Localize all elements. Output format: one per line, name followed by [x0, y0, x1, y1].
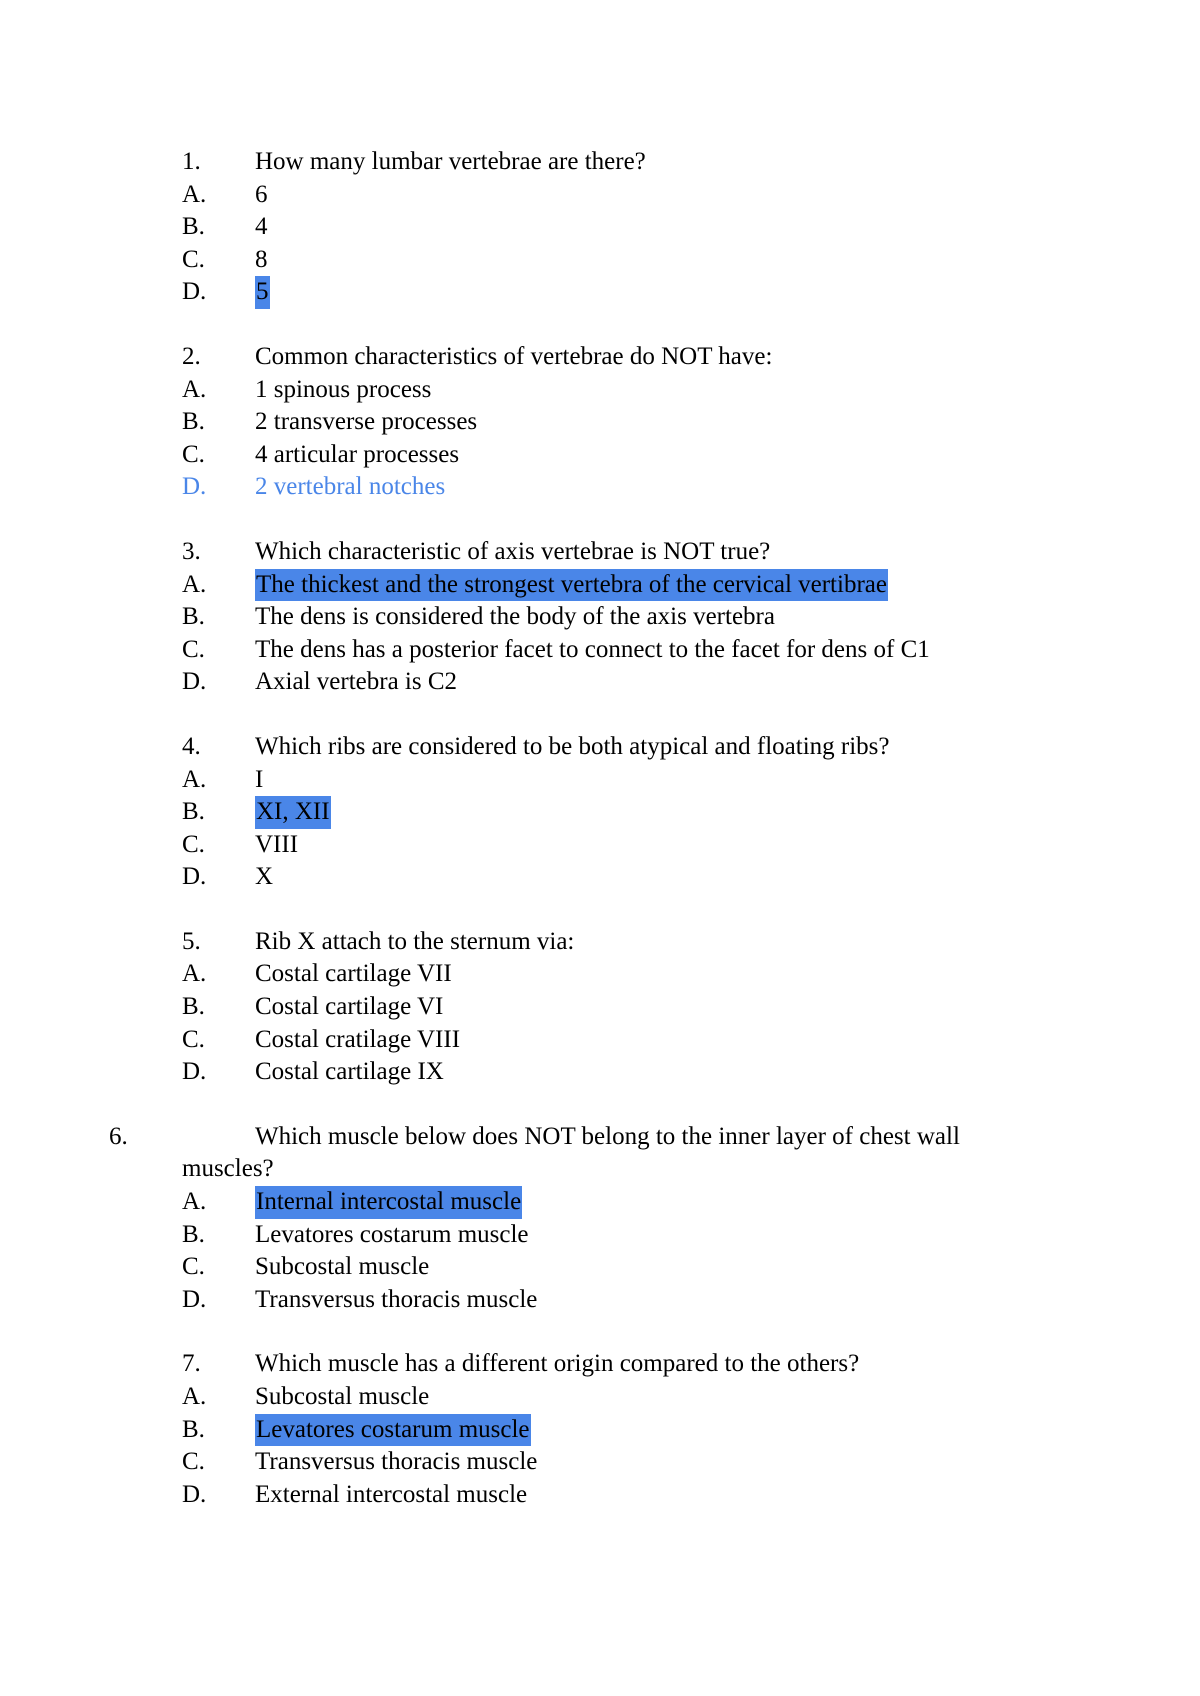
- option-letter: B.: [182, 603, 205, 631]
- question-4: [182, 731, 1032, 894]
- option-letter: D.: [182, 473, 207, 501]
- option-letter: C.: [182, 830, 205, 858]
- option-c: [182, 1446, 1032, 1479]
- option-text: Subcostal muscle: [255, 1253, 430, 1281]
- option-letter: B.: [182, 1220, 205, 1248]
- option-b: [182, 601, 1032, 634]
- question-text: Which ribs are considered to be both atypical and floating ribs?: [255, 732, 890, 760]
- option-b: [182, 1219, 1032, 1252]
- option-c: [182, 1024, 1032, 1057]
- option-text: 4: [255, 213, 268, 241]
- option-letter: A.: [182, 765, 207, 793]
- option-b: [182, 1414, 1032, 1447]
- option-text: 6: [255, 180, 268, 208]
- option-letter: B.: [182, 1415, 205, 1443]
- option-d: [182, 666, 1032, 699]
- option-text: Transversus thoracis muscle: [255, 1285, 538, 1313]
- marked-answer: 2 vertebral notches: [255, 473, 446, 501]
- question-7: [182, 1348, 1032, 1511]
- option-d: [182, 1479, 1032, 1512]
- option-letter: D.: [182, 1058, 207, 1086]
- option-a: [182, 569, 1032, 602]
- option-letter: C.: [182, 245, 205, 273]
- option-d: [182, 1284, 1032, 1317]
- option-letter: D.: [182, 863, 207, 891]
- highlighted-answer: 5: [255, 276, 270, 309]
- document-page: [109, 146, 1032, 1543]
- option-text: Costal cartilage VII: [255, 960, 452, 988]
- option-b: [182, 211, 1032, 244]
- option-letter: A.: [182, 960, 207, 988]
- option-letter: A.: [182, 1383, 207, 1410]
- option-text: Subcostal muscle: [255, 1383, 430, 1410]
- option-letter: D.: [182, 668, 207, 696]
- option-a: [182, 764, 1032, 797]
- option-letter: D.: [182, 1480, 207, 1508]
- option-letter: C.: [182, 1253, 205, 1281]
- question-number: 7.: [182, 1350, 201, 1378]
- option-b: [182, 796, 1032, 829]
- option-text: 1 spinous process: [255, 375, 432, 403]
- option-text: Costal cartilage IX: [255, 1058, 444, 1086]
- option-c: [182, 634, 1032, 667]
- option-d: [182, 1056, 1032, 1089]
- option-letter: A.: [182, 570, 207, 598]
- option-text: Costal cratilage VIII: [255, 1025, 461, 1053]
- option-c: [182, 829, 1032, 862]
- option-a: [182, 374, 1032, 407]
- option-letter: B.: [182, 798, 205, 826]
- option-d: [182, 471, 1032, 504]
- highlighted-answer: XI, XII: [255, 796, 331, 829]
- question-text: Which muscle below does NOT belong to the inner layer of chest wall muscles?: [182, 1122, 960, 1183]
- option-letter: A.: [182, 1188, 207, 1216]
- option-c: [182, 1251, 1032, 1284]
- question-text: How many lumbar vertebrae are there?: [255, 148, 646, 175]
- option-a: [182, 1186, 1032, 1219]
- option-text: Levatores costarum muscle: [255, 1220, 529, 1248]
- option-text: The dens has a posterior facet to connect to the facet for dens of C1: [255, 635, 930, 663]
- option-text: 4 articular processes: [255, 440, 460, 468]
- option-letter: C.: [182, 635, 205, 663]
- question-number: 5.: [182, 927, 201, 955]
- option-b: [182, 991, 1032, 1024]
- question-line: [182, 536, 1032, 569]
- question-number: 2.: [182, 342, 201, 370]
- option-letter: A.: [182, 180, 207, 208]
- question-1: [182, 146, 1032, 309]
- option-letter: B.: [182, 993, 205, 1021]
- option-letter: B.: [182, 408, 205, 436]
- option-a: [182, 958, 1032, 991]
- option-text: Transversus thoracis muscle: [255, 1448, 538, 1476]
- highlighted-answer: Levatores costarum muscle: [255, 1414, 531, 1447]
- question-3: [182, 536, 1032, 699]
- option-text: The dens is considered the body of the axis vertebra: [255, 603, 775, 631]
- option-text: X: [255, 863, 274, 891]
- option-d: [182, 276, 1032, 309]
- question-5: [182, 926, 1032, 1089]
- question-2: [182, 341, 1032, 504]
- option-b: [182, 406, 1032, 439]
- question-number: 6.: [109, 1122, 128, 1150]
- option-letter: A.: [182, 375, 207, 403]
- option-letter: D.: [182, 278, 207, 306]
- question-number: 3.: [182, 537, 201, 565]
- option-letter: D.: [182, 1285, 207, 1313]
- question-number: 4.: [182, 732, 201, 760]
- question-line: [182, 341, 1032, 374]
- question-text: Common characteristics of vertebrae do NOT have:: [255, 342, 773, 370]
- question-number: 1.: [182, 148, 201, 175]
- question-text: Which characteristic of axis vertebrae is NOT true?: [255, 537, 771, 565]
- option-text: I: [255, 765, 264, 793]
- question-text: Which muscle has a different origin compared to the others?: [255, 1350, 860, 1378]
- question-line: [182, 731, 1032, 764]
- option-c: [182, 244, 1032, 277]
- option-letter: C.: [182, 440, 205, 468]
- option-letter: B.: [182, 213, 205, 241]
- option-text: 2 transverse processes: [255, 408, 478, 436]
- option-letter: C.: [182, 1025, 205, 1053]
- question-line: [182, 926, 1032, 959]
- option-text: Costal cartilage VI: [255, 993, 444, 1021]
- question-line: [182, 146, 1032, 179]
- option-c: [182, 439, 1032, 472]
- highlighted-answer: Internal intercostal muscle: [255, 1186, 522, 1219]
- option-a: [182, 1381, 1032, 1414]
- option-d: [182, 861, 1032, 894]
- question-6: [109, 1121, 1032, 1317]
- option-text: External intercostal muscle: [255, 1480, 528, 1508]
- option-text: VIII: [255, 830, 299, 858]
- question-text: Rib X attach to the sternum via:: [255, 927, 575, 955]
- highlighted-answer: The thickest and the strongest vertebra of the cervical vertibrae: [255, 569, 888, 602]
- option-a: [182, 179, 1032, 212]
- option-text: 8: [255, 245, 268, 273]
- option-text: Axial vertebra is C2: [255, 668, 458, 696]
- question-line: [109, 1121, 1032, 1186]
- question-line: [182, 1348, 1032, 1381]
- option-letter: C.: [182, 1448, 205, 1476]
